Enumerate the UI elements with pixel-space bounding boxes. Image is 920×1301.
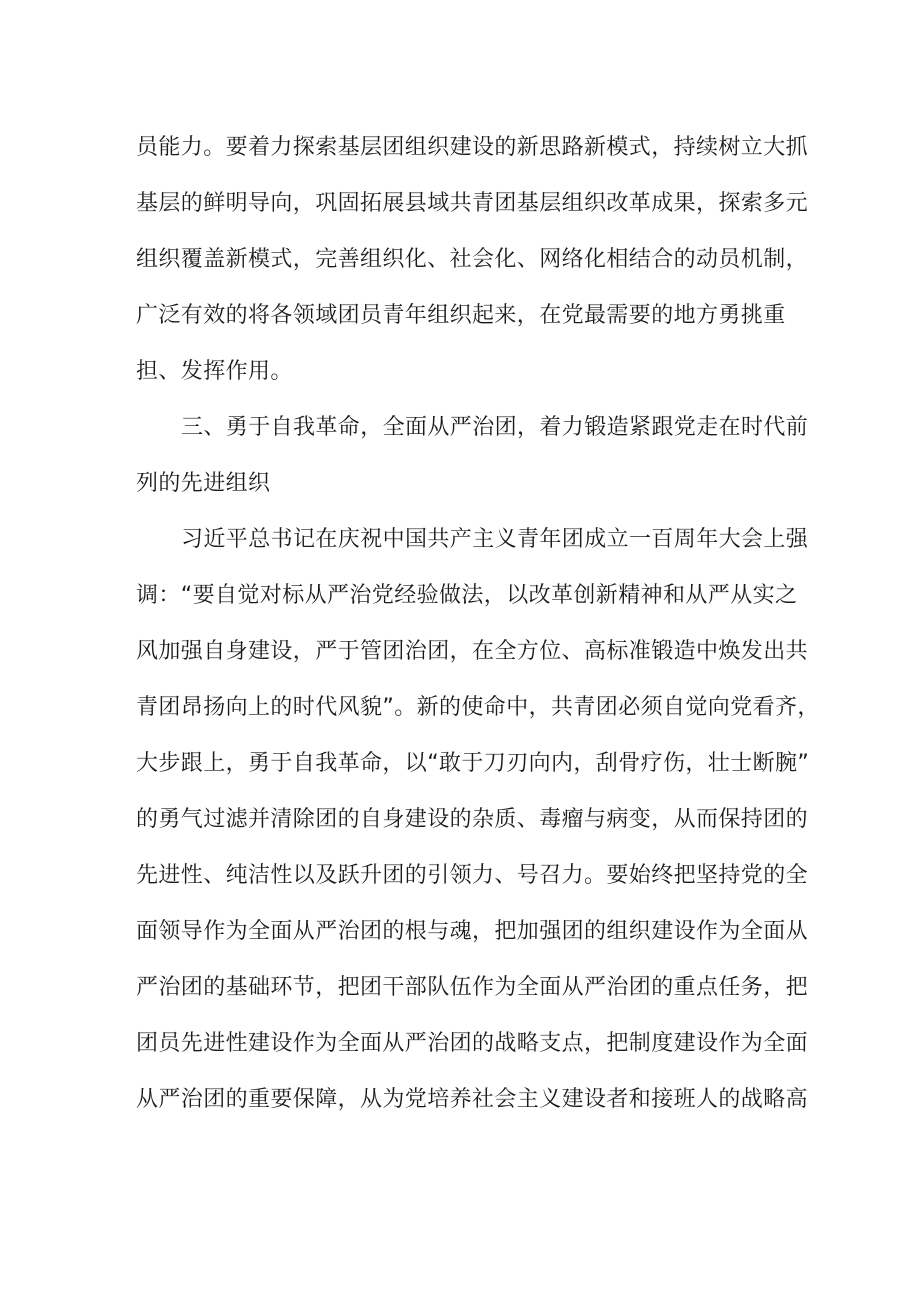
text-line: 的勇气过滤并清除团的自身建设的杂质、毒瘤与病变，从而保持团的 (136, 807, 809, 832)
text-line: 员能力。要着力探索基层团组织建设的新思路新模式，持续树立大抓 (136, 135, 809, 160)
text-line: 广泛有效的将各领域团员青年组织起来，在党最需要的地方勇挑重 (136, 303, 786, 328)
text-line: 青团昂扬向上的时代风貌”。新的使命中，共青团必须自觉向党看齐， (136, 695, 820, 720)
section-heading-line: 列的先进组织 (136, 471, 271, 496)
text-line: 调：“要自觉对标从严治党经验做法，以改革创新精神和从严从实之 (136, 583, 798, 608)
text-line: 严治团的基础环节，把团干部队伍作为全面从严治团的重点任务，把 (136, 975, 809, 1000)
text-line: 面领导作为全面从严治团的根与魂，把加强团的组织建设作为全面从 (136, 919, 809, 944)
text-line: 大步跟上，勇于自我革命，以“敢于刀刃向内，刮骨疗伤，壮士断腕” (136, 751, 810, 776)
text-line: 组织覆盖新模式，完善组织化、社会化、网络化相结合的动员机制， (136, 247, 809, 272)
text-line: 团员先进性建设作为全面从严治团的战略支点，把制度建设作为全面 (136, 1031, 809, 1056)
text-line: 基层的鲜明导向，巩固拓展县域共青团基层组织改革成果，探索多元 (136, 191, 809, 216)
text-line: 风加强自身建设，严于管团治团，在全方位、高标准锻造中焕发出共 (136, 639, 809, 664)
section-heading-line: 三、勇于自我革命，全面从严治团，着力锻造紧跟党走在时代前 (181, 415, 809, 440)
text-line: 从严治团的重要保障，从为党培养社会主义建设者和接班人的战略高 (136, 1087, 809, 1112)
text-line: 先进性、纯洁性以及跃升团的引领力、号召力。要始终把坚持党的全 (136, 863, 809, 888)
text-line: 担、发挥作用。 (136, 359, 293, 384)
text-line: 习近平总书记在庆祝中国共产主义青年团成立一百周年大会上强 (181, 527, 809, 552)
